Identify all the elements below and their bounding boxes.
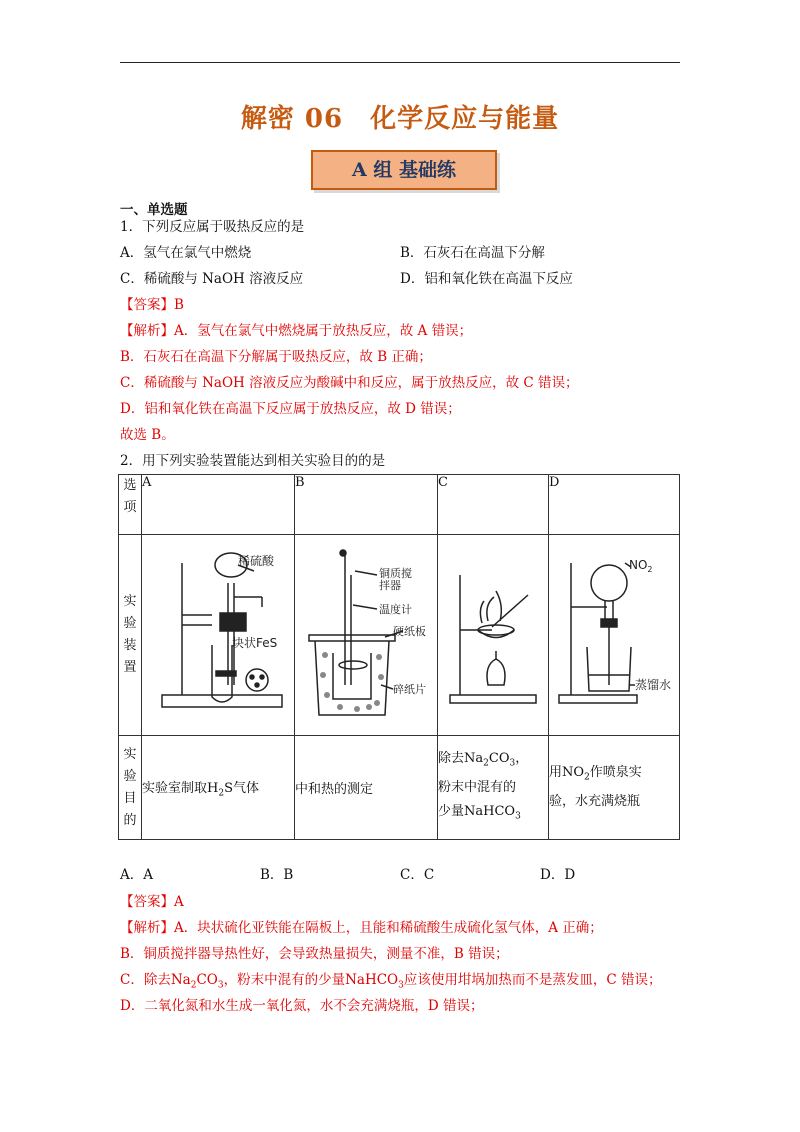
formula: Na [170, 972, 191, 988]
formula: NaHCO [345, 972, 399, 988]
formula: NO [562, 765, 585, 781]
row-header-apparatus [119, 535, 142, 736]
analysis-label: 【解析】 [120, 920, 174, 936]
col-header-a: A [142, 475, 295, 535]
row-header-purpose [119, 736, 142, 840]
purpose-text: 气体 [233, 780, 260, 796]
q1-option-c: C．稀硫酸与 NaOH 溶液反应 [120, 271, 304, 287]
no2-sub: 2 [647, 565, 653, 574]
header-char: 项 [123, 500, 137, 515]
purpose-line: 验，水充满烧瓶 [549, 793, 641, 809]
purpose-text: 用 [549, 765, 563, 781]
label-cardboard: 硬纸板 [393, 625, 426, 638]
apparatus-c [438, 535, 549, 736]
evaporating-dish-diagram [438, 535, 548, 731]
q1-option-a: A．氢气在氯气中燃烧 [120, 245, 252, 261]
formula: CO [488, 750, 510, 766]
analysis-text: A．块状硫化亚铁能在隔板上，且能和稀硫酸生成硫化氢气体，A 正确； [174, 920, 603, 936]
purpose-line: 粉末中混有的 [438, 779, 517, 795]
no2-text: NO [629, 558, 648, 572]
label-shredded-paper: 碎纸片 [393, 683, 426, 696]
formula: Na [464, 750, 484, 766]
q2-analysis-d: D．二氧化氮和水生成一氧化氮，水不会充满烧瓶，D 错误； [120, 998, 484, 1014]
purpose-text: 除去 [438, 750, 465, 766]
q1-option-b: B．石灰石在高温下分解 [400, 245, 545, 261]
label-copper-stirrer: 铜质搅 [379, 567, 412, 580]
fountain-experiment-diagram [549, 535, 679, 731]
formula: CO [196, 972, 218, 988]
header-char: 实 [123, 746, 137, 762]
label-thermometer: 温度计 [379, 603, 412, 616]
answer-label: 【答案】 [120, 297, 174, 313]
formula-sub: 3 [217, 980, 224, 991]
col-header-b: B [295, 475, 438, 535]
purpose-line [438, 800, 548, 829]
label-no2 [629, 558, 653, 574]
header-char: 的 [123, 812, 137, 828]
table-row [119, 535, 680, 736]
q2-stem: 2．用下列实验装置能达到相关实验目的的是 [120, 453, 386, 469]
analysis-label: 【解析】 [120, 323, 174, 339]
q2-option-d: D．D [540, 867, 576, 883]
q1-analysis-c: C．稀硫酸与 NaOH 溶液反应为酸碱中和反应，属于放热反应，故 C 错误； [120, 375, 579, 391]
header-rule [120, 62, 680, 63]
purpose-a [142, 736, 295, 840]
q2-option-c: C．C [400, 867, 435, 883]
purpose-text: 实验室制取 [142, 780, 208, 796]
q1-option-d: D．铝和氧化铁在高温下反应 [400, 271, 573, 287]
purpose-c [438, 736, 549, 840]
q2-analysis-a [120, 919, 603, 937]
page-title: 解密 06 化学反应与能量 [240, 104, 560, 134]
apparatus-d [549, 535, 680, 736]
header-char: 验 [123, 768, 137, 784]
table-row [119, 736, 680, 840]
analysis-text: A．氢气在氯气中燃烧属于放热反应，故 A 错误； [174, 323, 473, 339]
table-row [119, 475, 680, 535]
formula-sub: 2 [218, 788, 225, 799]
formula-sub: 3 [515, 811, 521, 822]
header-char: 验 [123, 616, 137, 631]
q1-analysis-b: B．石灰石在高温下分解属于吸热反应，故 B 正确； [120, 349, 432, 365]
h2s-generator-diagram [142, 535, 294, 731]
formula: S [224, 780, 233, 796]
q2-option-b: B．B [260, 867, 294, 883]
purpose-text: ， [515, 750, 529, 766]
label-dilute-sulfuric-acid: 稀硫酸 [238, 554, 275, 568]
analysis-text: 应该使用坩埚加热而不是蒸发皿，C 错误； [403, 972, 662, 988]
col-header-c: C [438, 475, 549, 535]
formula-sub: 3 [509, 758, 516, 769]
q2-option-a: A．A [120, 867, 153, 883]
label-distilled-water: 蒸馏水 [635, 678, 672, 692]
q2-options-table [118, 474, 680, 840]
q1-analysis-conclusion: 故选 B。 [120, 427, 175, 443]
header-char: 实 [123, 594, 137, 609]
section-heading: 一、单选题 [120, 202, 188, 218]
header-char: 选 [123, 478, 137, 493]
q2-answer [120, 893, 184, 911]
q1-stem: 1．下列反应属于吸热反应的是 [120, 219, 305, 235]
header-char: 装 [123, 638, 137, 653]
apparatus-a [142, 535, 295, 736]
answer-value: A [174, 894, 184, 910]
label-fes-lump: 块状FeS [232, 636, 278, 650]
formula-sub: 2 [190, 980, 197, 991]
analysis-text: C．除去 [120, 972, 171, 988]
col-header-d: D [549, 475, 680, 535]
answer-label: 【答案】 [120, 894, 174, 910]
row-header-option [119, 475, 142, 535]
formula-sub: 2 [584, 772, 590, 783]
header-char: 置 [123, 660, 137, 675]
purpose-d [549, 736, 680, 840]
purpose-text: 少量 [438, 803, 465, 819]
analysis-text: ，粉末中混有的少量 [223, 972, 346, 988]
q1-analysis-a [120, 322, 472, 340]
formula-sub: 3 [398, 980, 404, 991]
label-stirrer: 拌器 [379, 579, 401, 592]
purpose-b: 中和热的测定 [295, 736, 438, 840]
purpose-text: 作喷泉实 [589, 765, 642, 781]
neutralization-heat-diagram [295, 535, 437, 731]
formula: NaHCO [464, 803, 516, 819]
q2-analysis-c [120, 971, 661, 995]
q1-answer [120, 296, 184, 314]
apparatus-b [295, 535, 438, 736]
q2-analysis-b: B．铜质搅拌器导热性好，会导致热量损失，测量不准，B 错误； [120, 946, 509, 962]
answer-value: B [174, 297, 184, 313]
header-char: 目 [123, 790, 137, 806]
formula: H [207, 780, 219, 796]
purpose-line [549, 761, 679, 790]
group-badge: A 组 基础练 [311, 150, 497, 190]
formula-sub: 2 [483, 758, 489, 769]
purpose-line [438, 747, 548, 776]
q1-analysis-d: D．铝和氧化铁在高温下反应属于放热反应，故 D 错误； [120, 401, 461, 417]
